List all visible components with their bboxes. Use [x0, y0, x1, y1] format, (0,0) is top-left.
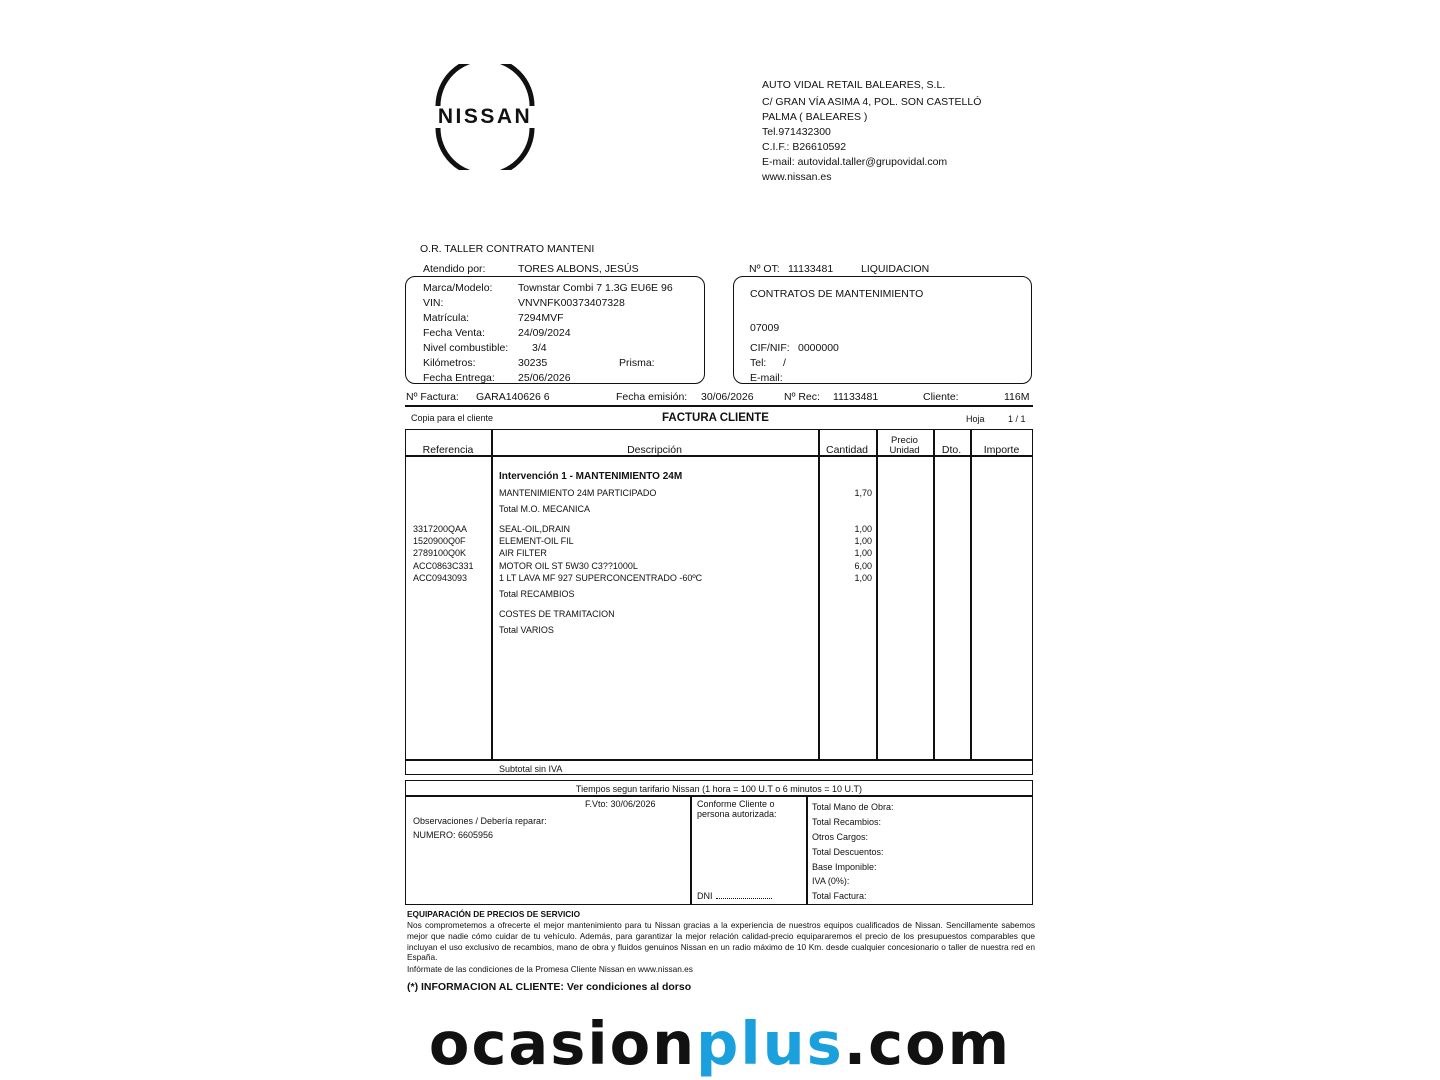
- numero-value: NUMERO: 6605956: [413, 830, 494, 840]
- col-divider: [876, 429, 878, 760]
- client-name: CONTRATOS DE MANTENIMIENTO: [750, 288, 924, 300]
- invoice-client-value: 116M: [1004, 391, 1030, 403]
- part-qty: 1,00: [854, 548, 872, 558]
- company-web: www.nissan.es: [762, 171, 832, 183]
- company-address: C/ GRAN VÍA ASIMA 4, POL. SON CASTELLÓ: [762, 96, 982, 108]
- vin-value: VNVNFK00373407328: [518, 297, 625, 309]
- part-qty: 6,00: [854, 561, 872, 571]
- ocasionplus-watermark: [370, 1008, 1070, 1080]
- dni-signature-line: [716, 898, 772, 899]
- header-qty: Cantidad: [825, 444, 869, 456]
- part-qty: 1,00: [854, 524, 872, 534]
- sale-date-value: 24/09/2024: [518, 327, 571, 339]
- total-line: Base Imponible:: [812, 862, 877, 872]
- page-value: 1 / 1: [1008, 414, 1026, 424]
- delivery-label: Fecha Entrega:: [423, 372, 495, 384]
- customer-notice: (*) INFORMACION AL CLIENTE: Ver condiciones al dorso: [407, 981, 692, 993]
- invoice-num-label: Nº Factura:: [406, 391, 459, 403]
- total-line: Total Descuentos:: [812, 847, 884, 857]
- copy-text: Copia para el cliente: [411, 413, 494, 423]
- labour-qty: 1,70: [854, 488, 872, 498]
- invoice-client-label: Cliente:: [923, 391, 959, 403]
- part-ref: ACC0863C331: [413, 561, 474, 571]
- invoice-date-label: Fecha emisión:: [616, 391, 688, 403]
- part-desc: ELEMENT-OIL FIL: [499, 536, 574, 546]
- total-line: Total Factura:: [812, 891, 867, 901]
- part-ref: ACC0943093: [413, 573, 468, 583]
- client-cif-value: 0000000: [798, 342, 839, 354]
- watermark-part-1: ocasion: [428, 1009, 697, 1078]
- brand-label: Marca/Modelo:: [423, 282, 493, 294]
- times-note: Tiempos segun tarifario Nissan (1 hora = 100 U.T o 6 minutos = 10 U.T): [575, 784, 863, 794]
- labour-desc: MANTENIMIENTO 24M PARTICIPADO: [499, 488, 657, 498]
- col-divider: [818, 429, 820, 760]
- legal-info: Infórmate de las condiciones de la Promesa Cliente Nissan en www.nissan.es: [407, 964, 693, 974]
- attended-label: Atendido por:: [423, 263, 486, 275]
- company-cif: C.I.F.: B26610592: [762, 141, 847, 153]
- col-divider: [491, 429, 493, 760]
- invoice-date-value: 30/06/2026: [701, 391, 754, 403]
- legal-title: EQUIPARACIÓN DE PRECIOS DE SERVICIO: [407, 909, 581, 919]
- misc-total: Total VARIOS: [499, 625, 554, 635]
- part-qty: 1,00: [854, 536, 872, 546]
- header-disc: Dto.: [941, 444, 962, 456]
- nissan-logo: [428, 64, 542, 170]
- part-ref: 2789100Q0K: [413, 548, 467, 558]
- total-line: Total Recambios:: [812, 817, 882, 827]
- delivery-value: 25/06/2026: [518, 372, 571, 384]
- part-ref: 1520900Q0F: [413, 536, 466, 546]
- conforme-label-1: Conforme Cliente o: [697, 799, 775, 809]
- prism-label: Prisma:: [619, 357, 655, 369]
- company-email: E-mail: autovidal.taller@grupovidal.com: [762, 156, 948, 168]
- client-email-label: E-mail:: [750, 372, 783, 384]
- brand-value: Townstar Combi 7 1.3G EU6E 96: [518, 282, 673, 294]
- watermark-part-3: .com: [843, 1009, 1012, 1078]
- sale-date-label: Fecha Venta:: [423, 327, 485, 339]
- header-amount: Importe: [983, 444, 1020, 456]
- total-line: Otros Cargos:: [812, 832, 869, 842]
- rec-value: 11133481: [833, 391, 879, 403]
- total-line: Total Mano de Obra:: [812, 802, 894, 812]
- due-date: F.Vto: 30/06/2026: [585, 799, 656, 809]
- footer-col-divider: [806, 795, 808, 905]
- header-price-1: Precio: [891, 435, 918, 446]
- plate-value: 7294MVF: [518, 312, 564, 324]
- footer-col-divider: [690, 795, 692, 905]
- ot-status: LIQUIDACION: [861, 263, 930, 275]
- attended-value: TORES ALBONS, JESÚS: [518, 263, 639, 275]
- parts-total: Total RECAMBIOS: [499, 589, 575, 599]
- page-label: Hoja: [966, 414, 985, 424]
- invoice-title: FACTURA CLIENTE: [662, 412, 769, 424]
- ot-label: Nº OT:: [749, 263, 780, 275]
- client-tel-value: /: [783, 357, 786, 369]
- observations-label: Observaciones / Debería reparar:: [413, 816, 547, 826]
- header-ref: Referencia: [422, 444, 474, 456]
- part-ref: 3317200QAA: [413, 524, 468, 534]
- col-divider: [970, 429, 972, 760]
- vin-label: VIN:: [423, 297, 444, 309]
- part-desc: MOTOR OIL ST 5W30 C3??1000L: [499, 561, 638, 571]
- km-label: Kilómetros:: [423, 357, 476, 369]
- plate-label: Matrícula:: [423, 312, 470, 324]
- col-divider: [933, 429, 935, 760]
- ot-value: 11133481: [788, 263, 834, 275]
- nissan-logo-text: NISSAN: [437, 105, 533, 128]
- invoice-num-value: GARA140626 6: [476, 391, 550, 403]
- part-desc: SEAL-OIL,DRAIN: [499, 524, 571, 534]
- total-line: IVA (0%):: [812, 876, 850, 886]
- header-price-2: Unidad: [889, 445, 920, 456]
- company-name: AUTO VIDAL RETAIL BALEARES, S.L.: [762, 79, 946, 91]
- header-desc: Descripción: [627, 444, 682, 456]
- labour-total: Total M.O. MECANICA: [499, 504, 591, 514]
- legal-body: Nos comprometemos a ofrecerte el mejor mantenimiento para tu Nissan gracias a la experiencia de nuestros equipos cualificados de Nissan. Sencillamente sabemos mejor que nadie cómo cuidar de tu vehículo. Además, para garantizar la mejor relación calidad-precio equipararemos el precio de los presupuestos comparables que incluyan el uso exclusivo de recambios, mano de obra y fluidos genuinos Nissan en un radio máximo de 10 Km. desde cualquier concesionario o taller de nuestra red en España.: [407, 920, 1035, 963]
- subtotal-label: Subtotal sin IVA: [499, 764, 563, 774]
- company-city: PALMA ( BALEARES ): [762, 111, 868, 123]
- conforme-label-2: persona autorizada:: [697, 809, 777, 819]
- rec-label: Nº Rec:: [784, 391, 820, 403]
- company-tel: Tel.971432300: [762, 126, 831, 138]
- watermark-part-2: plus: [696, 1009, 844, 1078]
- dni-label: DNI: [697, 891, 713, 901]
- km-value: 30235: [518, 357, 548, 369]
- invoice-line-divider: [405, 405, 1033, 407]
- client-code: 07009: [750, 322, 780, 334]
- part-qty: 1,00: [854, 573, 872, 583]
- client-cif-label: CIF/NIF:: [750, 342, 790, 354]
- part-desc: AIR FILTER: [499, 548, 547, 558]
- client-tel-label: Tel:: [750, 357, 767, 369]
- fuel-label: Nivel combustible:: [423, 342, 509, 354]
- misc-desc: COSTES DE TRAMITACION: [499, 609, 615, 619]
- intervention-title: Intervención 1 - MANTENIMIENTO 24M: [499, 471, 683, 482]
- fuel-value: 3/4: [532, 342, 547, 354]
- order-title: O.R. TALLER CONTRATO MANTENI: [420, 243, 595, 255]
- part-desc: 1 LT LAVA MF 927 SUPERCONCENTRADO -60ºC: [499, 573, 703, 583]
